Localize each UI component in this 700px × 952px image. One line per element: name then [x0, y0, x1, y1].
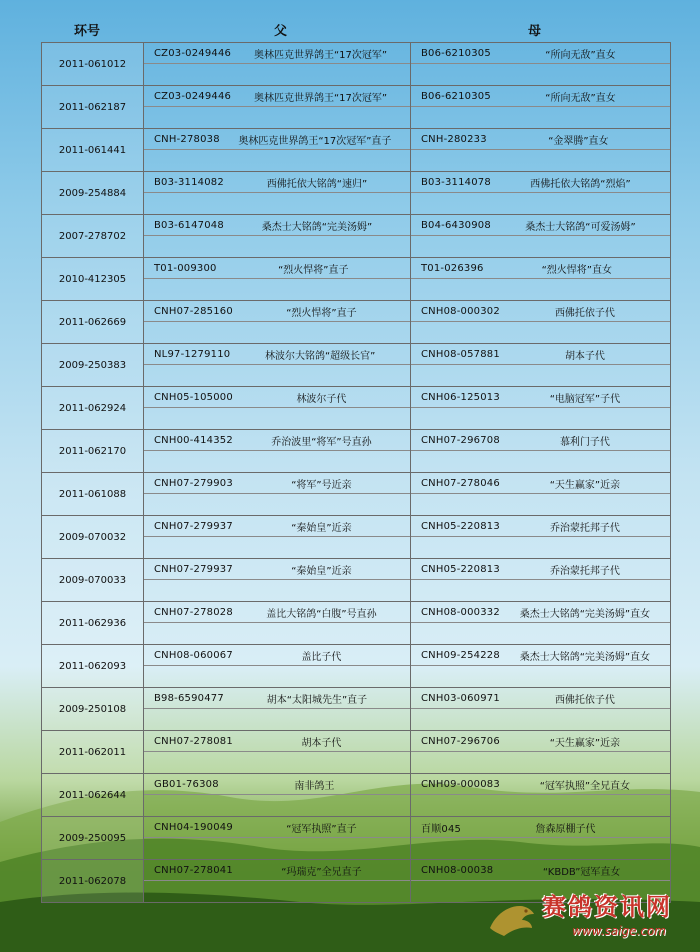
sire-number: CNH07-279937 [154, 520, 233, 532]
table-row [42, 516, 671, 559]
dam-line [411, 559, 670, 580]
dam-cell [411, 774, 671, 817]
dam-number: CNH07-296706 [421, 735, 500, 747]
sire-number: CNH05-105000 [154, 391, 233, 403]
sire-number: CNH07-278028 [154, 606, 233, 618]
ring-number: 2007-278702 [42, 215, 144, 258]
dam-description: “天生赢家”近亲 [549, 737, 621, 749]
sire-number: CNH04-190049 [154, 821, 233, 833]
dam-description: “所向无敌”直女 [545, 92, 616, 104]
sire-description: “秦始皇”近亲 [291, 522, 352, 534]
dam-description: “金翠腾”直女 [548, 135, 609, 147]
dam-line [411, 129, 670, 150]
sire-cell [144, 860, 411, 903]
dam-cell [411, 172, 671, 215]
table-row [42, 344, 671, 387]
dam-description: “所向无敌”直女 [545, 49, 616, 61]
ring-number: 2011-062170 [42, 430, 144, 473]
sire-description: 奥林匹克世界鸽王“17次冠军”直子 [238, 135, 392, 147]
table-row [42, 129, 671, 172]
dam-line [411, 645, 670, 666]
table-row [42, 43, 671, 86]
sire-cell [144, 774, 411, 817]
dam-description: 胡本子代 [564, 350, 605, 362]
dam-cell [411, 86, 671, 129]
dam-description: 西佛托依子代 [554, 694, 615, 706]
sire-line [144, 172, 410, 193]
sire-line [144, 645, 410, 666]
ring-number: 2009-250383 [42, 344, 144, 387]
ring-number: 2011-062011 [42, 731, 144, 774]
sire-cell [144, 129, 411, 172]
dam-line [411, 731, 670, 752]
dam-number: CNH08-057881 [421, 348, 500, 360]
sire-description: 桑杰士大铭鸽“完美汤姆” [261, 221, 373, 233]
sire-description: 奥林匹克世界鸽王“17次冠军” [254, 49, 388, 61]
dam-number: CNH03-060971 [421, 692, 500, 704]
sire-line [144, 774, 410, 795]
sire-line [144, 860, 410, 881]
dam-line [411, 86, 670, 107]
dam-description: “电脑冠军”子代 [549, 393, 621, 405]
ring-number: 2009-250095 [42, 817, 144, 860]
dam-number: T01-026396 [421, 262, 484, 274]
sire-number: B03-6147048 [154, 219, 224, 231]
dam-cell [411, 129, 671, 172]
sire-description: “将军”号近亲 [291, 479, 352, 491]
table-row [42, 258, 671, 301]
table-row [42, 817, 671, 860]
sire-cell [144, 301, 411, 344]
dam-description: 乔治蒙托邦子代 [549, 522, 620, 534]
ring-number: 2011-061088 [42, 473, 144, 516]
dam-cell [411, 602, 671, 645]
dam-line [411, 43, 670, 64]
dam-number: CNH07-296708 [421, 434, 500, 446]
sire-line [144, 688, 410, 709]
watermark [482, 874, 682, 944]
dam-description: 西佛托依大铭鸽“烈焰” [530, 178, 631, 190]
sire-description: “冠军执照”直子 [286, 823, 357, 835]
dam-cell [411, 344, 671, 387]
dam-line [411, 817, 670, 838]
dam-description: 乔治蒙托邦子代 [549, 565, 620, 577]
table-row [42, 688, 671, 731]
sire-line [144, 129, 410, 150]
dam-number: CNH08-000332 [421, 606, 500, 618]
sire-description: 林波尔大铭鸽“超级长官” [264, 350, 376, 362]
sire-description: 胡本“太阳城先生”直子 [266, 694, 368, 706]
pigeon-logo-icon [482, 884, 542, 944]
dam-number: CNH09-254228 [421, 649, 500, 661]
header-sire: 父 [274, 24, 288, 39]
pedigree-rows [42, 43, 671, 903]
dam-number: CNH08-00038 [421, 864, 494, 876]
sire-cell [144, 516, 411, 559]
dam-cell [411, 516, 671, 559]
dam-number: 百顺045 [421, 823, 462, 835]
sire-number: CZ03-0249446 [154, 90, 232, 102]
sire-cell [144, 731, 411, 774]
sire-line [144, 430, 410, 451]
dam-line [411, 387, 670, 408]
dam-cell [411, 215, 671, 258]
header-ring: 环号 [74, 24, 101, 39]
dam-number: B06-6210305 [421, 47, 491, 59]
dam-line [411, 344, 670, 365]
dam-description: 桑杰士大铭鸽“完美汤姆”直女 [519, 608, 651, 620]
table-row [42, 387, 671, 430]
sire-line [144, 43, 410, 64]
sire-number: CNH07-278081 [154, 735, 233, 747]
sire-cell [144, 645, 411, 688]
ring-number: 2011-062644 [42, 774, 144, 817]
sire-line [144, 301, 410, 322]
sire-line [144, 602, 410, 623]
header-dam: 母 [528, 24, 542, 39]
sire-number: B98-6590477 [154, 692, 224, 704]
sire-description: “秦始皇”近亲 [291, 565, 352, 577]
dam-line [411, 688, 670, 709]
sire-line [144, 559, 410, 580]
ring-number: 2011-061012 [42, 43, 144, 86]
dam-cell [411, 473, 671, 516]
table-row [42, 645, 671, 688]
sire-description: “烈火悍将”直子 [278, 264, 349, 276]
sire-cell [144, 43, 411, 86]
ring-number: 2011-062924 [42, 387, 144, 430]
sire-line [144, 344, 410, 365]
dam-cell [411, 731, 671, 774]
sire-cell [144, 215, 411, 258]
table-row [42, 172, 671, 215]
dam-cell [411, 387, 671, 430]
sire-number: CNH08-060067 [154, 649, 233, 661]
dam-description: “天生赢家”近亲 [549, 479, 621, 491]
sire-number: NL97-1279110 [154, 348, 231, 360]
dam-line [411, 473, 670, 494]
ring-number: 2011-062187 [42, 86, 144, 129]
dam-number: CNH05-220813 [421, 520, 500, 532]
watermark-title: 赛鸽资讯网 [542, 893, 672, 921]
dam-cell [411, 430, 671, 473]
sire-description: “烈火悍将”直子 [286, 307, 357, 319]
table-row [42, 215, 671, 258]
dam-description: 桑杰士大铭鸽“完美汤姆”直女 [519, 651, 651, 663]
dam-description: “KBDB”冠军直女 [542, 866, 621, 878]
table-row [42, 86, 671, 129]
sire-line [144, 215, 410, 236]
sire-number: CNH07-279903 [154, 477, 233, 489]
sire-number: B03-3114082 [154, 176, 224, 188]
table-row [42, 473, 671, 516]
table-row [42, 430, 671, 473]
dam-number: CNH06-125013 [421, 391, 500, 403]
sire-number: CZ03-0249446 [154, 47, 232, 59]
sire-number: CNH07-285160 [154, 305, 233, 317]
sire-line [144, 731, 410, 752]
sire-cell [144, 430, 411, 473]
dam-description: “烈火悍将”直女 [541, 264, 612, 276]
sire-line [144, 473, 410, 494]
ring-number: 2009-070033 [42, 559, 144, 602]
dam-line [411, 258, 670, 279]
sire-cell [144, 86, 411, 129]
dam-number: B04-6430908 [421, 219, 491, 231]
dam-line [411, 516, 670, 537]
sire-description: 乔治波里“将军”号直孙 [271, 436, 372, 448]
dam-number: CNH08-000302 [421, 305, 500, 317]
table-header [0, 0, 700, 40]
sire-cell [144, 817, 411, 860]
ring-number: 2011-062936 [42, 602, 144, 645]
ring-number: 2009-070032 [42, 516, 144, 559]
sire-description: 南非鸽王 [294, 780, 335, 792]
table-row [42, 559, 671, 602]
dam-description: 西佛托依子代 [554, 307, 615, 319]
watermark-url: www.saige.com [572, 924, 666, 938]
ring-number: 2009-254884 [42, 172, 144, 215]
table-row [42, 301, 671, 344]
dam-number: B03-3114078 [421, 176, 491, 188]
sire-cell [144, 473, 411, 516]
dam-line [411, 215, 670, 236]
dam-cell [411, 817, 671, 860]
ring-number: 2009-250108 [42, 688, 144, 731]
ring-number: 2011-062093 [42, 645, 144, 688]
table-row [42, 602, 671, 645]
ring-number: 2011-062078 [42, 860, 144, 903]
dam-line [411, 430, 670, 451]
sire-line [144, 387, 410, 408]
dam-cell [411, 559, 671, 602]
dam-number: CNH09-000083 [421, 778, 500, 790]
sire-cell [144, 602, 411, 645]
sire-cell [144, 387, 411, 430]
sire-description: 林波尔子代 [296, 393, 347, 405]
dam-description: “冠军执照”全兄直女 [539, 780, 631, 792]
dam-description: 詹森原棚子代 [535, 823, 596, 835]
sire-number: T01-009300 [154, 262, 217, 274]
dam-line [411, 172, 670, 193]
dam-line [411, 301, 670, 322]
dam-cell [411, 258, 671, 301]
sire-cell [144, 344, 411, 387]
sire-line [144, 817, 410, 838]
sire-description: “玛瑞克”全兄直子 [281, 866, 362, 878]
table-row [42, 774, 671, 817]
sire-line [144, 86, 410, 107]
table-row [42, 731, 671, 774]
sire-number: CNH00-414352 [154, 434, 233, 446]
dam-cell [411, 301, 671, 344]
dam-cell [411, 43, 671, 86]
sire-number: CNH07-278041 [154, 864, 233, 876]
dam-line [411, 774, 670, 795]
pedigree-table [41, 42, 671, 903]
sire-cell [144, 688, 411, 731]
sire-cell [144, 258, 411, 301]
ring-number: 2010-412305 [42, 258, 144, 301]
sire-number: CNH07-279937 [154, 563, 233, 575]
dam-number: CNH-280233 [421, 133, 487, 145]
sire-description: 胡本子代 [301, 737, 342, 749]
dam-number: CNH07-278046 [421, 477, 500, 489]
sire-description: 奥林匹克世界鸽王“17次冠军” [254, 92, 388, 104]
sire-cell [144, 559, 411, 602]
ring-number: 2011-062669 [42, 301, 144, 344]
ring-number: 2011-061441 [42, 129, 144, 172]
sire-description: 盖比大铭鸽“白腹”号直孙 [266, 608, 377, 620]
dam-line [411, 602, 670, 623]
sire-line [144, 258, 410, 279]
dam-description: 慕利门子代 [559, 436, 610, 448]
sire-cell [144, 172, 411, 215]
sire-description: 盖比子代 [301, 651, 342, 663]
dam-cell [411, 688, 671, 731]
dam-description: 桑杰士大铭鸽“可爱汤姆” [525, 221, 636, 233]
sire-description: 西佛托依大铭鸽“速归” [266, 178, 368, 190]
sire-line [144, 516, 410, 537]
sire-number: CNH-278038 [154, 133, 220, 145]
dam-number: B06-6210305 [421, 90, 491, 102]
dam-cell [411, 645, 671, 688]
sire-number: GB01-76308 [154, 778, 219, 790]
dam-number: CNH05-220813 [421, 563, 500, 575]
